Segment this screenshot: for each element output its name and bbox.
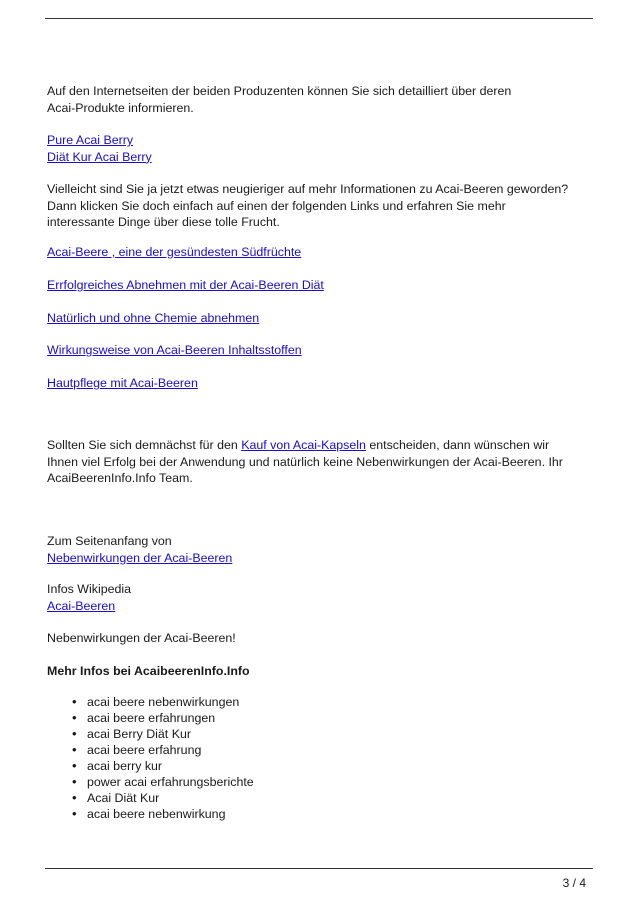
more-infos-heading: Mehr Infos bei AcaibeerenInfo.Info [47,664,250,678]
intro-line: Acai-Produkte informieren. [47,100,194,115]
closing-line [47,437,595,454]
list-item: • acai beere nebenwirkungen [72,694,254,710]
list-item: • acai beere erfahrung [72,742,254,758]
top-of-page-label: Zum Seitenanfang von [47,534,172,548]
article-link-item [47,310,595,327]
list-item: • Acai Diät Kur [72,790,254,806]
top-of-page-block [47,533,595,566]
wikipedia-label: Infos Wikipedia [47,582,132,596]
more-info-line: Vielleicht sind Sie ja jetzt etwas neugieriger auf mehr Informationen zu Acai-Beeren geworden? [47,182,569,196]
closing-line: AcaiBeerenInfo.Info Team. [47,471,193,485]
page-number: 3 / 4 [562,876,586,890]
top-rule [45,18,593,19]
article-link-item [47,375,595,392]
link-pure-acai-berry[interactable]: Pure Acai Berry [47,133,134,147]
closing-text: Sollten Sie sich demnächst für den [47,438,242,452]
intro-line: Auf den Internetseiten der beiden Produzenten können Sie sich detailliert über deren [47,84,512,98]
article-link-item [47,342,595,359]
link-wikipedia-acai-beeren[interactable]: Acai-Beeren [47,598,116,613]
article-link-item [47,244,595,261]
list-item: • acai berry kur [72,758,254,774]
closing-line: Ihnen viel Erfolg bei der Anwendung und natürlich keine Nebenwirkungen der Acai-Beeren. Ihr [47,454,563,469]
article-link-item [47,277,595,294]
closing-paragraph [47,437,595,487]
more-info-paragraph [47,181,595,231]
keyword-list [72,694,254,822]
link-nebenwirkungen[interactable]: Nebenwirkungen der Acai-Beeren [47,550,233,565]
list-item: • power acai erfahrungsberichte [72,774,254,790]
link-diaet-kur-acai-berry[interactable]: Diät Kur Acai Berry [47,149,152,164]
intro-paragraph [47,83,595,116]
more-info-line: Dann klicken Sie doch einfach auf einen der folgenden Links und erfahren Sie mehr [47,198,506,213]
closing-text: entscheiden, dann wünschen wir [365,438,550,452]
link-wirkungsweise[interactable]: Wirkungsweise von Acai-Beeren Inhaltsstoffen [47,343,302,357]
list-item: • acai Berry Diät Kur [72,726,254,742]
link-acai-beere-suedfruechte[interactable]: Acai-Beere , eine der gesündesten Südfrüchte [47,245,302,259]
link-kauf-acai-kapseln[interactable]: Kauf von Acai-Kapseln [241,438,366,452]
more-info-line: interessante Dinge über diese tolle Frucht. [47,215,280,229]
bottom-rule [45,868,593,869]
link-abnehmen-acai-diaet[interactable]: Errfolgreiches Abnehmen mit der Acai-Beeren Diät [47,278,324,292]
list-item: • acai beere nebenwirkung [72,806,254,822]
side-effects-text: Nebenwirkungen der Acai-Beeren! [47,631,236,645]
link-natuerlich-abnehmen[interactable]: Natürlich und ohne Chemie abnehmen [47,311,260,325]
list-item: • acai beere erfahrungen [72,710,254,726]
producer-links [47,132,595,165]
wikipedia-block [47,581,595,614]
link-hautpflege[interactable]: Hautpflege mit Acai-Beeren [47,376,198,390]
